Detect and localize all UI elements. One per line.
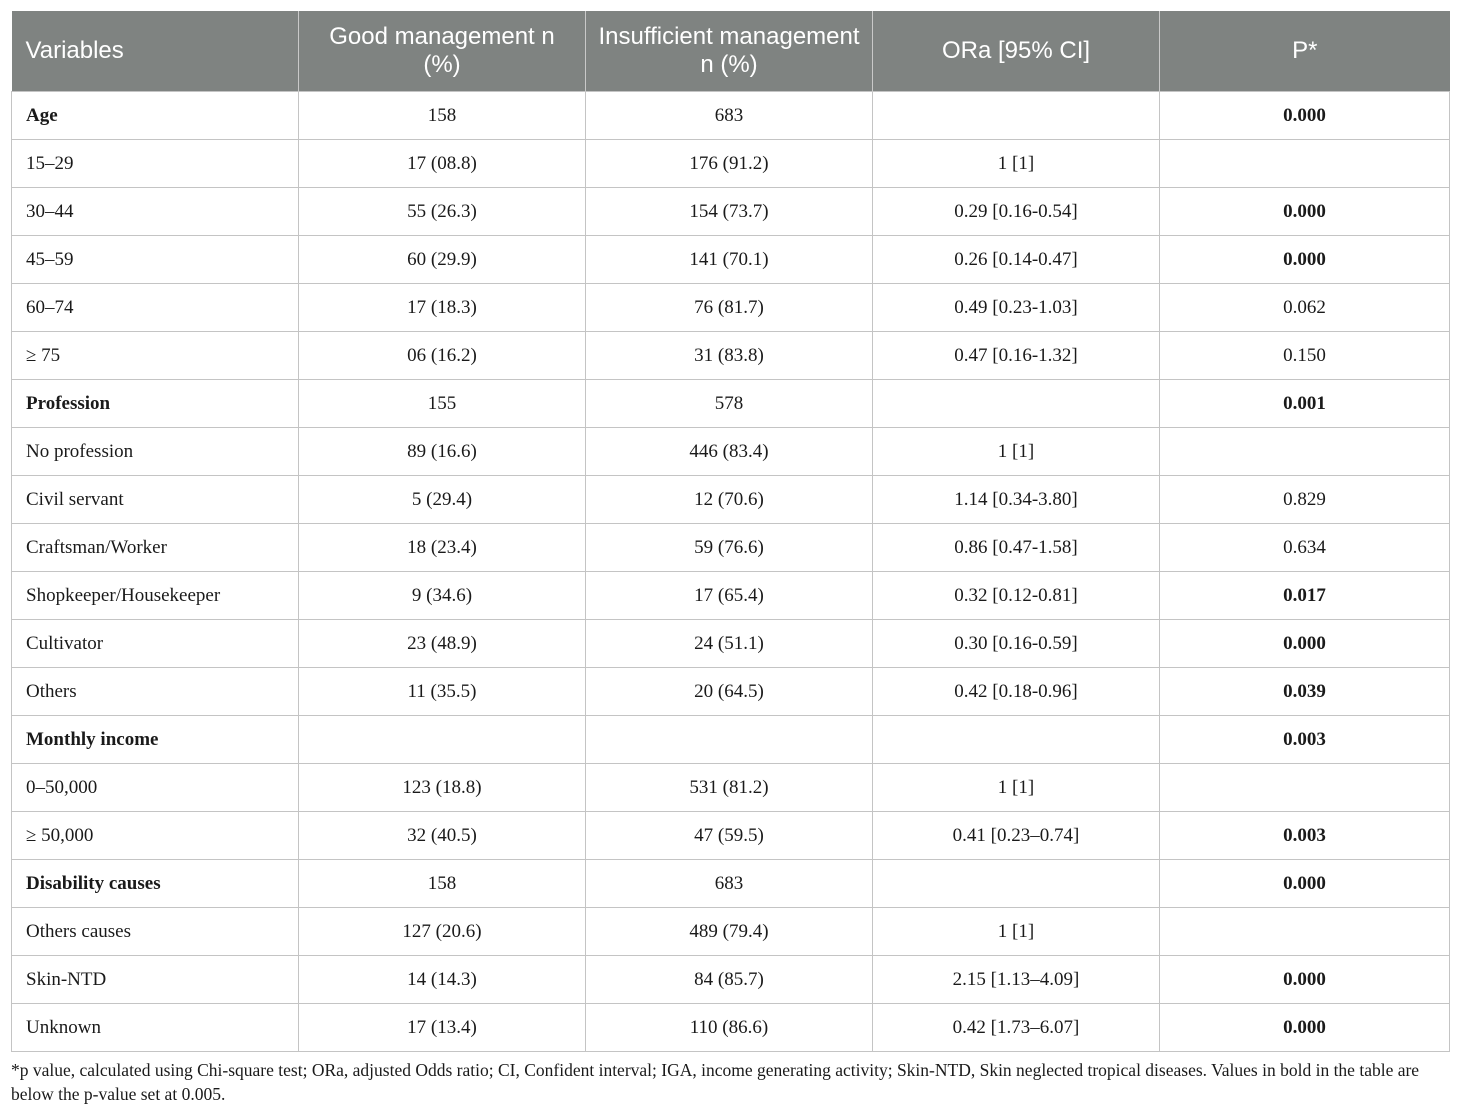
p-value-cell — [1160, 428, 1450, 476]
ora-ci-cell: 0.49 [0.23-1.03] — [873, 284, 1160, 332]
table-row-group — [12, 860, 1450, 908]
p-value-cell: 0.829 — [1160, 476, 1450, 524]
ora-ci-cell: 0.29 [0.16-0.54] — [873, 188, 1160, 236]
good-management-cell: 23 (48.9) — [299, 620, 586, 668]
p-value-cell: 0.000 — [1160, 236, 1450, 284]
good-management-cell: 14 (14.3) — [299, 956, 586, 1004]
results-table-container — [11, 11, 1449, 1052]
insufficient-management-cell — [586, 716, 873, 764]
table-row-group — [12, 92, 1450, 140]
good-management-cell: 32 (40.5) — [299, 812, 586, 860]
header-p-value: P* — [1160, 11, 1450, 92]
table-row — [12, 572, 1450, 620]
table-row — [12, 188, 1450, 236]
p-value-cell: 0.000 — [1160, 1004, 1450, 1052]
table-row — [12, 620, 1450, 668]
good-management-cell: 06 (16.2) — [299, 332, 586, 380]
p-value-cell: 0.039 — [1160, 668, 1450, 716]
good-management-cell: 123 (18.8) — [299, 764, 586, 812]
table-row-group — [12, 380, 1450, 428]
p-value-cell: 0.003 — [1160, 812, 1450, 860]
variable-cell: 60–74 — [12, 284, 299, 332]
ora-ci-cell: 0.41 [0.23–0.74] — [873, 812, 1160, 860]
variable-cell: 0–50,000 — [12, 764, 299, 812]
ora-ci-cell: 0.86 [0.47-1.58] — [873, 524, 1160, 572]
ora-ci-cell: 1 [1] — [873, 908, 1160, 956]
p-value-cell: 0.000 — [1160, 188, 1450, 236]
ora-ci-cell: 0.26 [0.14-0.47] — [873, 236, 1160, 284]
insufficient-management-cell: 12 (70.6) — [586, 476, 873, 524]
insufficient-management-cell: 176 (91.2) — [586, 140, 873, 188]
good-management-cell: 17 (13.4) — [299, 1004, 586, 1052]
variable-cell: Others — [12, 668, 299, 716]
ora-ci-cell — [873, 92, 1160, 140]
table-footnote: *p value, calculated using Chi-square test; ORa, adjusted Odds ratio; CI, Confident interval; IGA, income generating activity; Skin-NTD, Skin neglected tropical diseases. Values in bold in the table are below the p-value set at 0.005. — [11, 1060, 1420, 1104]
p-value-cell: 0.150 — [1160, 332, 1450, 380]
ora-ci-cell — [873, 380, 1160, 428]
insufficient-management-cell: 446 (83.4) — [586, 428, 873, 476]
variable-cell: 45–59 — [12, 236, 299, 284]
p-value-cell: 0.017 — [1160, 572, 1450, 620]
p-value-cell — [1160, 908, 1450, 956]
ora-ci-cell: 0.42 [1.73–6.07] — [873, 1004, 1160, 1052]
insufficient-management-cell: 141 (70.1) — [586, 236, 873, 284]
ora-ci-cell: 0.30 [0.16-0.59] — [873, 620, 1160, 668]
p-value-cell: 0.001 — [1160, 380, 1450, 428]
p-value-cell: 0.003 — [1160, 716, 1450, 764]
table-row — [12, 764, 1450, 812]
table-row — [12, 956, 1450, 1004]
header-ora-ci: ORa [95% CI] — [873, 11, 1160, 92]
variable-cell: Cultivator — [12, 620, 299, 668]
header-row — [12, 11, 1450, 92]
p-value-cell: 0.000 — [1160, 92, 1450, 140]
good-management-cell: 89 (16.6) — [299, 428, 586, 476]
table-row — [12, 332, 1450, 380]
insufficient-management-cell: 84 (85.7) — [586, 956, 873, 1004]
ora-ci-cell: 0.47 [0.16-1.32] — [873, 332, 1160, 380]
table-row — [12, 668, 1450, 716]
ora-ci-cell — [873, 860, 1160, 908]
good-management-cell: 9 (34.6) — [299, 572, 586, 620]
good-management-cell: 17 (18.3) — [299, 284, 586, 332]
ora-ci-cell: 1 [1] — [873, 428, 1160, 476]
variable-cell: ≥ 50,000 — [12, 812, 299, 860]
table-body — [12, 92, 1450, 1052]
variable-cell: 30–44 — [12, 188, 299, 236]
good-management-cell: 17 (08.8) — [299, 140, 586, 188]
good-management-cell: 11 (35.5) — [299, 668, 586, 716]
table-row — [12, 284, 1450, 332]
p-value-cell — [1160, 764, 1450, 812]
table-row-group — [12, 716, 1450, 764]
insufficient-management-cell: 578 — [586, 380, 873, 428]
table-row — [12, 1004, 1450, 1052]
p-value-cell: 0.000 — [1160, 620, 1450, 668]
ora-ci-cell: 1 [1] — [873, 140, 1160, 188]
insufficient-management-cell: 76 (81.7) — [586, 284, 873, 332]
variable-cell: 15–29 — [12, 140, 299, 188]
table-header — [12, 11, 1450, 92]
ora-ci-cell: 0.32 [0.12-0.81] — [873, 572, 1160, 620]
insufficient-management-cell: 531 (81.2) — [586, 764, 873, 812]
table-row — [12, 524, 1450, 572]
variable-cell: Unknown — [12, 1004, 299, 1052]
good-management-cell: 60 (29.9) — [299, 236, 586, 284]
p-value-cell: 0.000 — [1160, 860, 1450, 908]
variable-cell: No profession — [12, 428, 299, 476]
insufficient-management-cell: 683 — [586, 860, 873, 908]
insufficient-management-cell: 489 (79.4) — [586, 908, 873, 956]
variable-cell: Skin-NTD — [12, 956, 299, 1004]
good-management-cell: 5 (29.4) — [299, 476, 586, 524]
insufficient-management-cell: 59 (76.6) — [586, 524, 873, 572]
variable-cell: Disability causes — [12, 860, 299, 908]
good-management-cell: 155 — [299, 380, 586, 428]
variable-cell: Others causes — [12, 908, 299, 956]
variable-cell: Monthly income — [12, 716, 299, 764]
table-row — [12, 140, 1450, 188]
good-management-cell: 158 — [299, 92, 586, 140]
results-table — [11, 11, 1450, 1052]
variable-cell: Civil servant — [12, 476, 299, 524]
p-value-cell: 0.634 — [1160, 524, 1450, 572]
table-row — [12, 476, 1450, 524]
good-management-cell: 18 (23.4) — [299, 524, 586, 572]
ora-ci-cell — [873, 716, 1160, 764]
table-row — [12, 428, 1450, 476]
table-row — [12, 908, 1450, 956]
variable-cell: Profession — [12, 380, 299, 428]
header-good-management: Good management n (%) — [299, 11, 586, 92]
table-row — [12, 236, 1450, 284]
good-management-cell: 55 (26.3) — [299, 188, 586, 236]
good-management-cell — [299, 716, 586, 764]
variable-cell: ≥ 75 — [12, 332, 299, 380]
table-row — [12, 812, 1450, 860]
header-variables: Variables — [12, 11, 299, 92]
insufficient-management-cell: 24 (51.1) — [586, 620, 873, 668]
good-management-cell: 158 — [299, 860, 586, 908]
variable-cell: Age — [12, 92, 299, 140]
p-value-cell: 0.000 — [1160, 956, 1450, 1004]
insufficient-management-cell: 20 (64.5) — [586, 668, 873, 716]
variable-cell: Craftsman/Worker — [12, 524, 299, 572]
insufficient-management-cell: 110 (86.6) — [586, 1004, 873, 1052]
insufficient-management-cell: 31 (83.8) — [586, 332, 873, 380]
insufficient-management-cell: 17 (65.4) — [586, 572, 873, 620]
ora-ci-cell: 2.15 [1.13–4.09] — [873, 956, 1160, 1004]
p-value-cell: 0.062 — [1160, 284, 1450, 332]
insufficient-management-cell: 47 (59.5) — [586, 812, 873, 860]
ora-ci-cell: 1.14 [0.34-3.80] — [873, 476, 1160, 524]
header-insufficient-management: Insufficient management n (%) — [586, 11, 873, 92]
ora-ci-cell: 1 [1] — [873, 764, 1160, 812]
insufficient-management-cell: 683 — [586, 92, 873, 140]
p-value-cell — [1160, 140, 1450, 188]
insufficient-management-cell: 154 (73.7) — [586, 188, 873, 236]
variable-cell: Shopkeeper/Housekeeper — [12, 572, 299, 620]
ora-ci-cell: 0.42 [0.18-0.96] — [873, 668, 1160, 716]
good-management-cell: 127 (20.6) — [299, 908, 586, 956]
